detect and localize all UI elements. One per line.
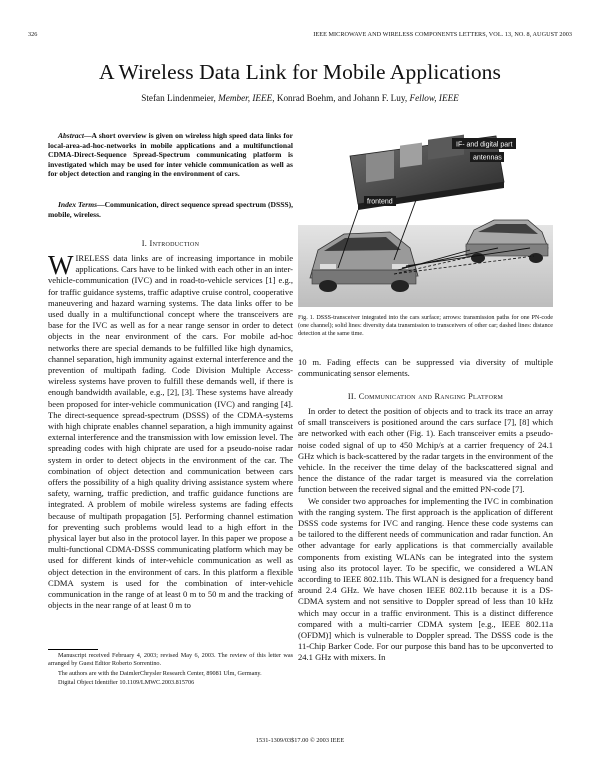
index-terms-text: —Communication, direct sequence spread spectrum (DSSS), mobile, wireless.	[48, 200, 293, 219]
page-number: 326	[28, 31, 38, 38]
footnote-affiliation: The authors are with the DaimlerChrysler Research Center, 89081 Ulm, Germany.	[58, 669, 262, 677]
abstract	[48, 131, 293, 179]
figure-1-illustration	[298, 130, 553, 307]
journal-header: IEEE MICROWAVE AND WIRELESS COMPONENTS LETTERS, VOL. 13, NO. 8, AUGUST 2003	[313, 31, 572, 38]
intro-continuation: 10 m. Fading effects can be suppressed via diversity of multiple communicating sensor elements.	[298, 357, 553, 379]
section-2-number: II.	[347, 392, 359, 401]
author-line	[0, 93, 600, 103]
section-2-paragraph-2: We consider two approaches for implementing the IVC in combination with the ranging system. The first approach is the application of different DSSS code systems for IVC and ranging. Hence these code systems can be tailored to the different needs of communication and radar function. An other advantage for early applications is that commercially available components from existing WLANs can be integrated into the system using also its protocol layer. To be specific, we considered a WLAN according to IEEE 802.11b. This WLAN is designed for a frequency band around 2.4 GHz. We have chosen IEEE 802.11b because it is a DS-CDMA system and not sensitive to Doppler spread of less than 10 kHz which may occur in a traffic environment. This is a distinct difference compared with a multi-carrier CDMA system [e.g., IEEE 802.11a (OFDM)] which is vulnerable to Doppler spread. The DSSS code is the 11-Chip Barker Code. For our purpose this band has to be upconverted to 24.1 GHz with mixers. In	[298, 495, 553, 663]
footnotes	[48, 652, 293, 689]
paper-title: A Wireless Data Link for Mobile Applications	[98, 60, 501, 84]
footnote-doi: Digital Object Identifier 10.1109/LMWC.2003.815706	[58, 679, 195, 687]
author-3-role: Fellow, IEEE	[409, 93, 459, 103]
figure-label-if-digital: IF- and digital part	[456, 141, 513, 149]
index-terms-label: Index Terms	[58, 200, 98, 209]
section-2-body	[298, 406, 553, 664]
figure-label-antennas: antennas	[473, 154, 502, 162]
footnote-rule	[48, 649, 98, 650]
section-1-title: Introduction	[149, 239, 200, 248]
section-2-heading	[298, 392, 553, 401]
section-1-heading	[48, 239, 293, 248]
figure-label-frontend: frontend	[367, 198, 393, 206]
abstract-text: —A short overview is given on wireless high speed data links for local-area-ad-hoc-networks in mobile applications and a multifunctional CDMA-Direct-Sequence Spread-Spectrum communicating platform is investigated which may be used for inter vehicle communication as well as for object detection and ranging in the environment of cars.	[48, 131, 293, 178]
section-2-title: Communication and Ranging Platform	[358, 392, 504, 401]
author-2-3: , Konrad Boehm, and Johann F. Luy,	[272, 93, 410, 103]
section-1-number: I.	[141, 239, 150, 248]
index-terms	[48, 200, 293, 219]
author-1-role: Member, IEEE	[218, 93, 273, 103]
copyright-line: 1531-1309/03$17.00 © 2003 IEEE	[255, 737, 345, 744]
introduction-body	[48, 250, 293, 612]
section-2-paragraph-1: In order to detect the position of objects and to track its trace an array of small transceivers is positioned around the cars surface [7], [8] which are networked with each other (Fig. 1). Each transceiver emits a pseudo-noise coded signal of up to 450 Mchip/s at a carrier frequency of 24.1 GHz which is back-scattered by the radar targets in the environment of the vehicle. In the receiver the time delay of the backscattered signal and hence the distance of the radar target is measured via the correlation function between the received signal and the emitted PN-code [7].	[298, 406, 553, 495]
introduction-text: IRELESS data links are of increasing importance in mobile applications. Cars have to be linked with each other in an inter-vehicle-communication (IVC) and in road-to-vehicle services [1] e.g., for traffic guidance systems, traffic adaptive cruise control, cooperative maneuvering and hazard warning systems. The data links offer to be used dually in a multifunctional concept where the transceivers are base for the IVC as well as for a near range sensor in order to detect objects in the near environment of the cars. For mobile ad-hoc networks there are special demands to be fulfilled like high dynamics, channel separation, high immunity against external interference and the prevention of multipath fading. Code Division Multiple Access-wireless systems have proven to fulfill these demands well, if there is enough bandwidth available, e.g., [2], [3]. These systems have already been proposed for inter-vehicle communication (IVC) and ranging [4]. The direct-sequence spread-spectrum (DSSS) of the CDMA-systems with high chiprate enables channel separation, a high immunity against external interference and the transmission with low emission level. The spreading codes with high chiprate are used for a pseudo-noise radar system in order to detect objects in the environment of the car. The combination of object detection and communication between cars offers the possibility of a high quality driving assistance system where safety, warning, traffic prediction, and traffic guidance functions are integrated. A problem of mobile wireless systems are fading effects because of multipath propagation [5]. Performing channel estimation for preventing such problems would lead to a high effort in the physical layer but also in the protocol layer. In this paper we propose a multi-functional CDMA-DSSS communicating platform which may be used for different kinds of inter-vehicle communication as well as object detection in the environment of cars. In this platform a flexible CDMA system is used for the combination of inter-vehicle communication in the range of at least 0 m to 50 m and the tracking of objects in the near range of at least 0 m to	[48, 253, 293, 611]
footnote-manuscript: Manuscript received February 4, 2003; revised May 6, 2003. The review of this letter was arranged by Guest Editor Roberto Sorrentino.	[48, 652, 293, 668]
drop-cap: W	[48, 250, 74, 280]
author-1: Stefan Lindenmeier,	[141, 93, 219, 103]
abstract-label: Abstract	[58, 131, 84, 140]
figure-1-caption: Fig. 1. DSSS-transceiver integrated into the cars surface; arrows: transmission paths for one PN-code (one channel); solid lines: diversity data transmission to transceivers of other car; dashed lines: distance detection at the same time.	[298, 315, 553, 338]
